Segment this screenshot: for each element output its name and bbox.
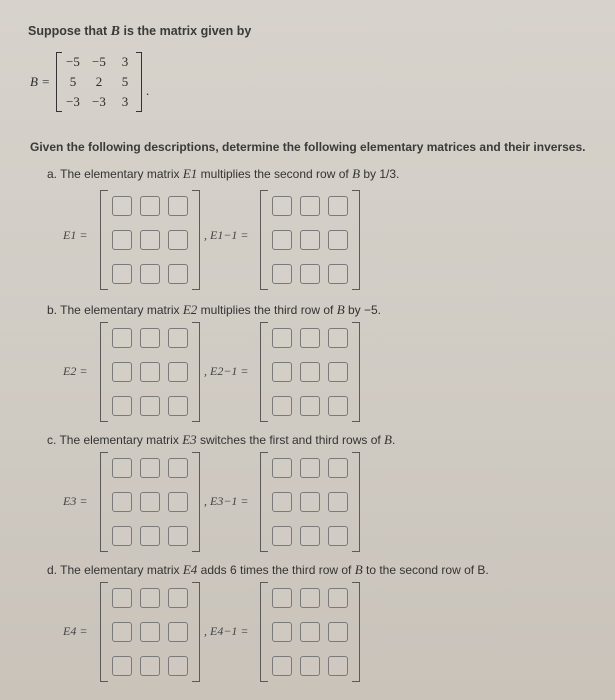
matrix-entry-input[interactable]: [140, 526, 160, 546]
matrix-b: [56, 52, 142, 112]
matrix-entry-input[interactable]: [300, 328, 320, 348]
part-a-inverse-label: , E1−1 =: [204, 228, 249, 242]
matrix-entry-input[interactable]: [140, 656, 160, 676]
part-text: The elementary matrix: [60, 303, 183, 317]
matrix-entry-input[interactable]: [272, 196, 292, 216]
part-tail: by −5.: [344, 303, 382, 317]
matrix-entry-input[interactable]: [168, 230, 188, 250]
part-c-inverse-matrix: [260, 452, 360, 552]
part-b-lhs-label: E2 =: [63, 364, 88, 378]
matrix-entry-input[interactable]: [272, 264, 292, 284]
matrix-entry-input[interactable]: [272, 492, 292, 512]
part-b-inverse-matrix: [260, 322, 360, 422]
matrix-entry-input[interactable]: [272, 362, 292, 382]
matrix-entry-input[interactable]: [140, 196, 160, 216]
matrix-entry-input[interactable]: [168, 396, 188, 416]
matrix-b-cell: 3: [121, 94, 129, 109]
part-d-inverse-label: , E4−1 =: [204, 624, 249, 638]
matrix-entry-input[interactable]: [168, 588, 188, 608]
matrix-entry-input[interactable]: [112, 458, 132, 478]
matrix-entry-input[interactable]: [112, 196, 132, 216]
part-tail: .: [392, 433, 396, 447]
matrix-entry-input[interactable]: [328, 588, 348, 608]
matrix-entry-input[interactable]: [272, 588, 292, 608]
matrix-b-cell: −3: [92, 94, 106, 109]
matrix-entry-input[interactable]: [272, 230, 292, 250]
part-matrix-name: E1: [182, 166, 198, 181]
instruction-text: Given the following descriptions, determine the following elementary matrices and their inverses.: [30, 140, 586, 154]
matrix-entry-input[interactable]: [140, 396, 160, 416]
part-tail: by 1/3.: [360, 167, 400, 181]
part-a-description: [47, 166, 399, 182]
part-c-description: [47, 432, 395, 448]
matrix-entry-input[interactable]: [140, 458, 160, 478]
matrix-entry-input[interactable]: [112, 264, 132, 284]
matrix-entry-input[interactable]: [140, 492, 160, 512]
matrix-b-cell: −3: [66, 94, 80, 109]
matrix-entry-input[interactable]: [300, 230, 320, 250]
matrix-entry-input[interactable]: [112, 362, 132, 382]
part-ref: B: [336, 302, 345, 317]
part-matrix-name: E4: [182, 562, 198, 577]
matrix-entry-input[interactable]: [112, 396, 132, 416]
matrix-entry-input[interactable]: [328, 458, 348, 478]
matrix-entry-input[interactable]: [272, 656, 292, 676]
matrix-entry-input[interactable]: [112, 230, 132, 250]
matrix-b-cell: −5: [92, 54, 106, 69]
part-letter: d.: [47, 563, 58, 577]
matrix-entry-input[interactable]: [328, 264, 348, 284]
matrix-entry-input[interactable]: [140, 622, 160, 642]
intro-suffix: is the matrix given by: [120, 24, 252, 38]
matrix-entry-input[interactable]: [328, 396, 348, 416]
intro-prefix: Suppose that: [28, 24, 111, 38]
matrix-entry-input[interactable]: [272, 622, 292, 642]
part-a-inverse-matrix: [260, 190, 360, 290]
matrix-entry-input[interactable]: [140, 588, 160, 608]
matrix-entry-input[interactable]: [272, 526, 292, 546]
part-text: multiplies the third row of: [197, 303, 337, 317]
intro-sentence: [28, 24, 251, 40]
matrix-entry-input[interactable]: [112, 526, 132, 546]
matrix-b-cell: 2: [95, 74, 103, 89]
matrix-b-period: .: [145, 83, 150, 98]
matrix-entry-input[interactable]: [168, 196, 188, 216]
matrix-b-cell: 5: [121, 74, 129, 89]
part-b-inverse-label: , E2−1 =: [204, 364, 249, 378]
matrix-entry-input[interactable]: [112, 656, 132, 676]
part-d-description: [47, 562, 489, 578]
matrix-entry-input[interactable]: [300, 622, 320, 642]
part-a-lhs-label: E1 =: [63, 228, 88, 242]
matrix-entry-input[interactable]: [168, 328, 188, 348]
matrix-entry-input[interactable]: [112, 588, 132, 608]
part-matrix-name: E2: [182, 302, 198, 317]
matrix-entry-input[interactable]: [168, 458, 188, 478]
matrix-entry-input[interactable]: [168, 656, 188, 676]
matrix-entry-input[interactable]: [272, 396, 292, 416]
part-b-description: [47, 302, 381, 318]
matrix-entry-input[interactable]: [328, 492, 348, 512]
matrix-entry-input[interactable]: [112, 328, 132, 348]
matrix-entry-input[interactable]: [300, 656, 320, 676]
matrix-entry-input[interactable]: [300, 196, 320, 216]
matrix-entry-input[interactable]: [300, 492, 320, 512]
matrix-entry-input[interactable]: [328, 196, 348, 216]
part-d-lhs-label: E4 =: [63, 624, 88, 638]
matrix-entry-input[interactable]: [140, 264, 160, 284]
matrix-entry-input[interactable]: [328, 328, 348, 348]
matrix-entry-input[interactable]: [328, 526, 348, 546]
matrix-entry-input[interactable]: [328, 656, 348, 676]
part-c-matrix: [100, 452, 200, 552]
part-text: switches the first and third rows of: [196, 433, 385, 447]
matrix-entry-input[interactable]: [140, 362, 160, 382]
matrix-entry-input[interactable]: [328, 622, 348, 642]
matrix-entry-input[interactable]: [112, 492, 132, 512]
matrix-b-cell: 3: [121, 54, 129, 69]
part-d-inverse-matrix: [260, 582, 360, 682]
part-c-inverse-label: , E3−1 =: [204, 494, 249, 508]
part-matrix-name: E3: [182, 432, 197, 447]
part-text: adds 6 times the third row of: [197, 563, 355, 577]
matrix-entry-input[interactable]: [328, 362, 348, 382]
part-letter: a.: [47, 167, 58, 181]
matrix-entry-input[interactable]: [300, 526, 320, 546]
part-d-matrix: [100, 582, 200, 682]
matrix-entry-input[interactable]: [168, 264, 188, 284]
part-a-matrix: [100, 190, 200, 290]
matrix-entry-input[interactable]: [168, 622, 188, 642]
intro-var: B: [110, 24, 120, 39]
matrix-entry-input[interactable]: [328, 230, 348, 250]
part-ref: B: [384, 432, 392, 447]
matrix-entry-input[interactable]: [140, 230, 160, 250]
matrix-entry-input[interactable]: [300, 588, 320, 608]
part-text: The elementary matrix: [59, 433, 183, 447]
matrix-entry-input[interactable]: [300, 396, 320, 416]
part-text: The elementary matrix: [60, 563, 183, 577]
matrix-b-cell: 5: [69, 74, 77, 89]
part-letter: c.: [47, 433, 57, 447]
part-ref: B: [354, 562, 363, 577]
matrix-entry-input[interactable]: [272, 458, 292, 478]
part-tail: to the second row of B.: [362, 563, 489, 577]
part-letter: b.: [47, 303, 58, 317]
part-ref: B: [352, 166, 361, 181]
matrix-entry-input[interactable]: [272, 328, 292, 348]
part-b-matrix: [100, 322, 200, 422]
matrix-entry-input[interactable]: [112, 622, 132, 642]
matrix-b-label: B =: [30, 74, 50, 89]
matrix-entry-input[interactable]: [300, 458, 320, 478]
matrix-entry-input[interactable]: [140, 328, 160, 348]
part-text: multiplies the second row of: [197, 167, 353, 181]
part-text: The elementary matrix: [60, 167, 183, 181]
matrix-entry-input[interactable]: [300, 362, 320, 382]
matrix-b-definition: [30, 50, 149, 114]
matrix-entry-input[interactable]: [300, 264, 320, 284]
matrix-entry-input[interactable]: [168, 526, 188, 546]
matrix-entry-input[interactable]: [168, 362, 188, 382]
matrix-b-cell: −5: [66, 54, 80, 69]
part-c-lhs-label: E3 =: [63, 494, 88, 508]
matrix-entry-input[interactable]: [168, 492, 188, 512]
